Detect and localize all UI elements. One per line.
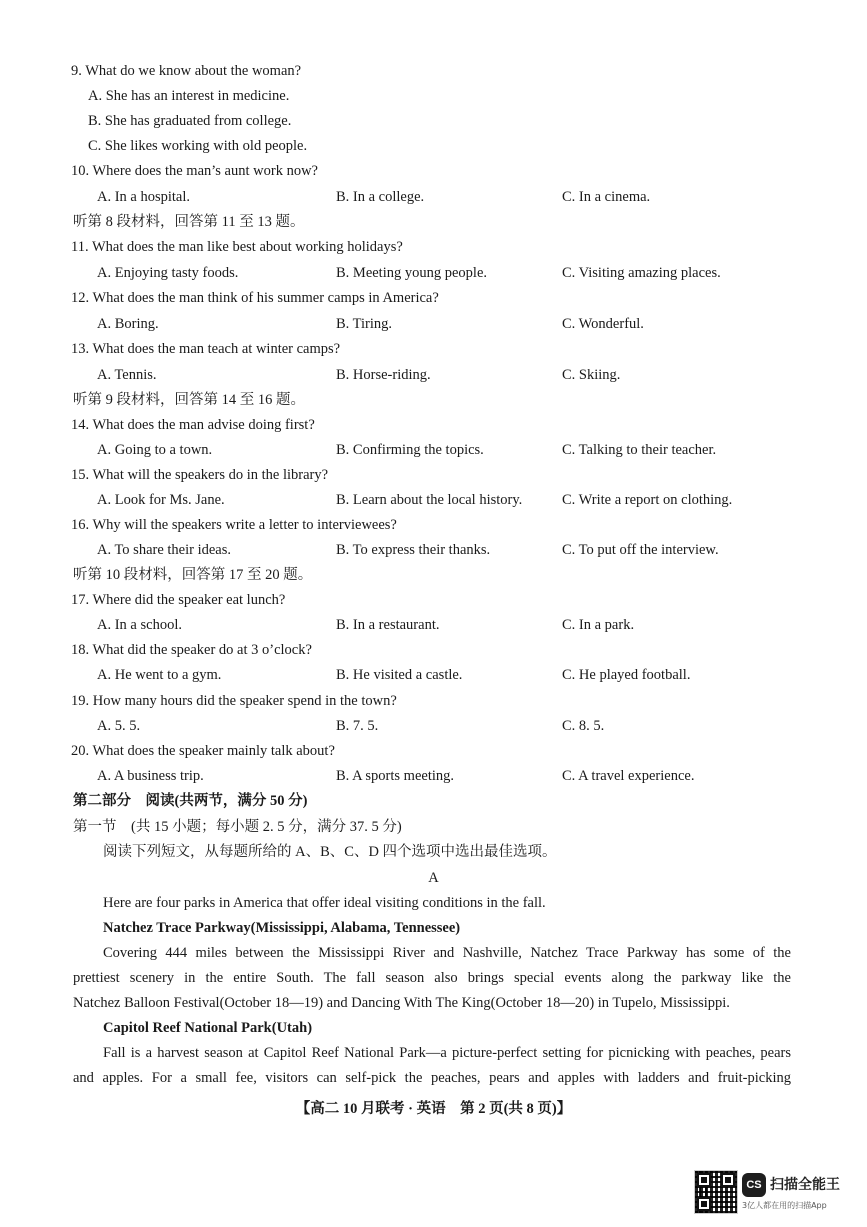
app-tagline: 3亿人都在用的扫描App <box>742 1201 827 1210</box>
instruction: 阅读下列短文，从每题所给的 A、B、C、D 四个选项中选出最佳选项。 <box>103 844 557 860</box>
option: A. In a hospital. <box>97 189 191 205</box>
option: B. Tiring. <box>336 316 393 332</box>
paragraph-line: Fall is a harvest season at Capitol Reef National Park—a picture-perfect setting for picnicking with peaches, pears <box>103 1045 791 1061</box>
option: C. In a cinema. <box>562 189 651 205</box>
question-stem: 13. What does the man teach at winter camps? <box>71 341 341 357</box>
option: A. In a school. <box>97 617 182 633</box>
option: C. Visiting amazing places. <box>562 265 721 281</box>
option: B. Horse-riding. <box>336 367 431 383</box>
paragraph-line: prettiest scenery in the entire South. The fall season also brings special events along the parkway like the <box>73 970 791 986</box>
option: C. Wonderful. <box>562 316 644 332</box>
option: A. A business trip. <box>97 768 204 784</box>
option: C. She likes working with old people. <box>88 138 308 154</box>
option: C. He played football. <box>562 667 691 683</box>
option: C. In a park. <box>562 617 635 633</box>
page-footer: 【高二 10 月联考 · 英语 第 2 页(共 8 页)】 <box>295 1101 572 1117</box>
option: C. Write a report on clothing. <box>562 492 733 508</box>
section-label: 听第 8 段材料，回答第 11 至 13 题。 <box>73 214 305 230</box>
part-heading: 第二部分 阅读(共两节，满分 50 分) <box>73 793 308 809</box>
option: A. Tennis. <box>97 367 157 383</box>
qr-code-icon <box>694 1170 738 1214</box>
question-stem: 20. What does the speaker mainly talk about? <box>71 743 335 759</box>
option: A. Going to a town. <box>97 442 213 458</box>
question-stem: 10. Where does the man’s aunt work now? <box>71 163 318 179</box>
paragraph-line: Covering 444 miles between the Mississippi River and Nashville, Natchez Trace Parkway has some of the <box>103 945 791 961</box>
question-stem: 12. What does the man think of his summer camps in America? <box>71 290 439 306</box>
option: C. Talking to their teacher. <box>562 442 717 458</box>
option: A. He went to a gym. <box>97 667 222 683</box>
question-stem: 14. What does the man advise doing first? <box>71 417 315 433</box>
question-stem: 18. What did the speaker do at 3 o’clock? <box>71 642 312 658</box>
option: C. To put off the interview. <box>562 542 719 558</box>
section-label: 听第 10 段材料，回答第 17 至 20 题。 <box>73 567 313 583</box>
option: A. Enjoying tasty foods. <box>97 265 239 281</box>
option: C. A travel experience. <box>562 768 695 784</box>
passage-intro: Here are four parks in America that offer ideal visiting conditions in the fall. <box>103 895 546 911</box>
option: B. In a college. <box>336 189 425 205</box>
paragraph-line: Natchez Balloon Festival(October 18—19) and Dancing With The King(October 18—20) in Tupelo, Mississippi. <box>73 995 730 1011</box>
park-title: Capitol Reef National Park(Utah) <box>103 1020 313 1036</box>
option: B. Meeting young people. <box>336 265 488 281</box>
option: B. 7. 5. <box>336 718 379 734</box>
option: A. She has an interest in medicine. <box>88 88 290 104</box>
option: B. He visited a castle. <box>336 667 463 683</box>
option: A. 5. 5. <box>97 718 141 734</box>
passage-letter: A <box>428 870 439 886</box>
option: C. Skiing. <box>562 367 621 383</box>
app-name: 扫描全能王 <box>770 1177 840 1193</box>
option: B. Learn about the local history. <box>336 492 523 508</box>
question-stem: 17. Where did the speaker eat lunch? <box>71 592 286 608</box>
option: B. She has graduated from college. <box>88 113 292 129</box>
question-stem: 19. How many hours did the speaker spend in the town? <box>71 693 397 709</box>
option: A. To share their ideas. <box>97 542 232 558</box>
section-heading: 第一节 (共 15 小题；每小题 2. 5 分，满分 37. 5 分) <box>73 819 402 835</box>
option: A. Look for Ms. Jane. <box>97 492 225 508</box>
paragraph-line: and apples. For a small fee, visitors can self-pick the peaches, pears and apples with ladders and fruit-picking <box>73 1070 791 1086</box>
question-stem: 9. What do we know about the woman? <box>71 63 302 79</box>
question-stem: 15. What will the speakers do in the library? <box>71 467 329 483</box>
option: C. 8. 5. <box>562 718 605 734</box>
option: B. A sports meeting. <box>336 768 455 784</box>
question-stem: 16. Why will the speakers write a letter to interviewees? <box>71 517 397 533</box>
section-label: 听第 9 段材料，回答第 14 至 16 题。 <box>73 392 305 408</box>
option: A. Boring. <box>97 316 159 332</box>
question-stem: 11. What does the man like best about working holidays? <box>71 239 403 255</box>
option: B. To express their thanks. <box>336 542 491 558</box>
park-title: Natchez Trace Parkway(Mississippi, Alabama, Tennessee) <box>103 920 461 936</box>
option: B. Confirming the topics. <box>336 442 484 458</box>
camscanner-logo-icon: CS <box>742 1173 766 1197</box>
option: B. In a restaurant. <box>336 617 440 633</box>
